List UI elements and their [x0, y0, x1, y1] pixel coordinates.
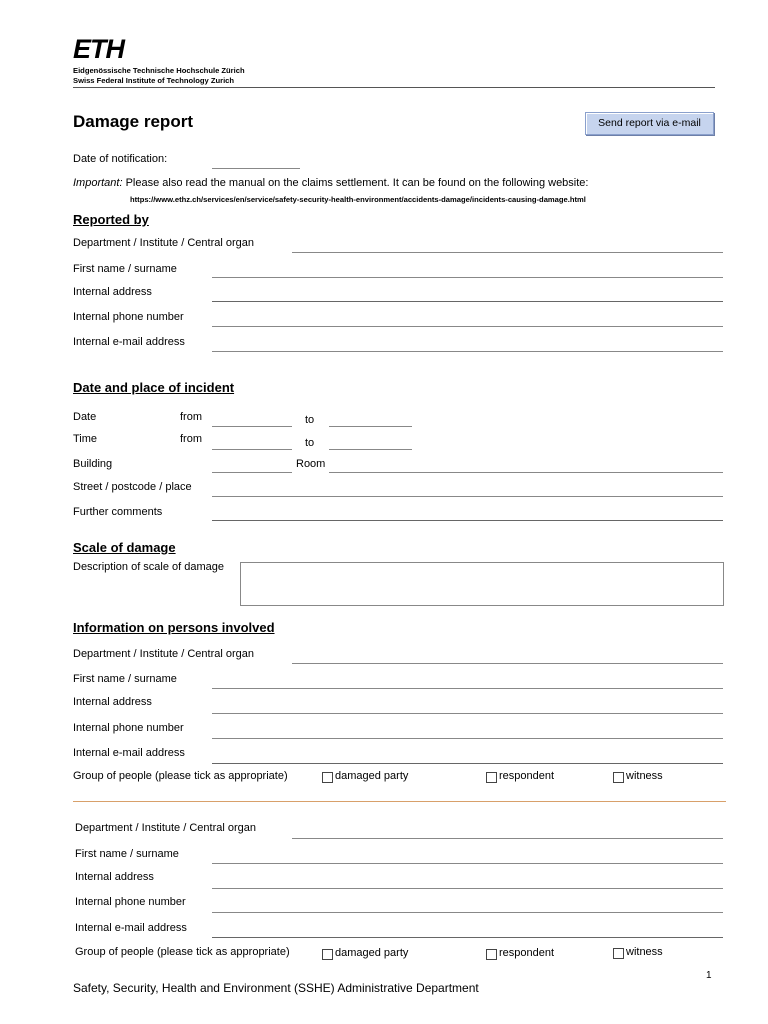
manual-url[interactable]: https://www.ethz.ch/services/en/service/safety-security-health-environment/accidents-damage/incidents-causing-damage.html: [130, 195, 586, 204]
reporter-name-label: First name / surname: [73, 263, 177, 275]
scale-description-textarea[interactable]: [240, 562, 724, 606]
eth-logo: ETH: [73, 34, 124, 64]
person1-damaged-checkbox[interactable]: [322, 772, 333, 783]
important-text: Please also read the manual on the claims settlement. It can be found on the following website:: [122, 177, 589, 189]
section-persons: Information on persons involved: [73, 620, 275, 635]
header-rule: [73, 87, 715, 88]
reporter-address-label: Internal address: [73, 286, 152, 298]
person2-email-label: Internal e-mail address: [75, 922, 187, 934]
incident-date-to-label: to: [305, 414, 315, 426]
reporter-department-field[interactable]: [292, 252, 723, 253]
street-field[interactable]: [212, 496, 723, 497]
comments-label: Further comments: [73, 506, 163, 518]
person2-witness-label: witness: [626, 946, 663, 958]
page-number: 1: [706, 970, 712, 981]
important-prefix: Important:: [73, 177, 123, 189]
institution-name-de: Eidgenössische Technische Hochschule Zürich: [73, 66, 245, 75]
incident-time-label: Time: [73, 433, 98, 445]
incident-date-from-field[interactable]: [212, 426, 292, 427]
person2-respondent-label: respondent: [499, 947, 555, 959]
incident-time-from-label: from: [180, 433, 202, 445]
section-incident: Date and place of incident: [73, 380, 235, 395]
incident-date-label: Date: [73, 411, 97, 423]
person1-phone-field[interactable]: [212, 738, 723, 739]
person2-email-field[interactable]: [212, 937, 723, 938]
person1-respondent-checkbox[interactable]: [486, 772, 497, 783]
person2-respondent-checkbox[interactable]: [486, 949, 497, 960]
incident-time-to-label: to: [305, 437, 315, 449]
reporter-email-field[interactable]: [212, 351, 723, 352]
person1-witness-checkbox[interactable]: [613, 772, 624, 783]
scale-description-label: Description of scale of damage: [73, 561, 225, 573]
person2-damaged-label: damaged party: [335, 947, 409, 959]
notification-label: Date of notification:: [73, 153, 168, 165]
person2-address-label: Internal address: [75, 871, 154, 883]
person1-department-label: Department / Institute / Central organ: [73, 648, 254, 660]
person1-phone-label: Internal phone number: [73, 722, 184, 734]
person2-phone-field[interactable]: [212, 912, 723, 913]
notification-date-field[interactable]: [212, 168, 300, 169]
reporter-email-label: Internal e-mail address: [73, 336, 185, 348]
institution-name-en: Swiss Federal Institute of Technology Zurich: [73, 76, 235, 85]
person2-damaged-checkbox[interactable]: [322, 949, 333, 960]
footer-department: Safety, Security, Health and Environment (SSHE) Administrative Department: [73, 981, 479, 995]
reporter-phone-label: Internal phone number: [73, 311, 184, 323]
reporter-address-field[interactable]: [212, 301, 723, 302]
person1-address-field[interactable]: [212, 713, 723, 714]
important-note: [73, 177, 588, 189]
person2-department-field[interactable]: [292, 838, 723, 839]
person1-witness-label: witness: [626, 770, 663, 782]
person1-respondent-label: respondent: [499, 770, 555, 782]
person-separator: [73, 801, 726, 802]
person1-name-field[interactable]: [212, 688, 723, 689]
room-label: Room: [296, 458, 326, 470]
incident-time-to-field[interactable]: [329, 449, 412, 450]
person1-damaged-label: damaged party: [335, 770, 409, 782]
building-field[interactable]: [212, 472, 292, 473]
person2-phone-label: Internal phone number: [75, 896, 186, 908]
send-report-button[interactable]: Send report via e-mail: [585, 112, 714, 135]
comments-field[interactable]: [212, 520, 723, 521]
person2-group-label: Group of people (please tick as appropriate): [75, 946, 290, 958]
person1-address-label: Internal address: [73, 696, 152, 708]
room-field[interactable]: [329, 472, 723, 473]
reporter-department-label: Department / Institute / Central organ: [73, 237, 254, 249]
person1-department-field[interactable]: [292, 663, 723, 664]
section-scale: Scale of damage: [73, 540, 176, 555]
person2-address-field[interactable]: [212, 888, 723, 889]
person1-name-label: First name / surname: [73, 673, 177, 685]
person2-name-label: First name / surname: [75, 848, 179, 860]
section-reported-by: Reported by: [73, 212, 149, 227]
person2-witness-checkbox[interactable]: [613, 948, 624, 959]
incident-time-from-field[interactable]: [212, 449, 292, 450]
incident-date-from-label: from: [180, 411, 202, 423]
person1-email-label: Internal e-mail address: [73, 747, 185, 759]
person1-email-field[interactable]: [212, 763, 723, 764]
street-label: Street / postcode / place: [73, 481, 192, 493]
reporter-name-field[interactable]: [212, 277, 723, 278]
page-title: Damage report: [73, 112, 193, 131]
building-label: Building: [73, 458, 113, 470]
person2-department-label: Department / Institute / Central organ: [75, 822, 256, 834]
incident-date-to-field[interactable]: [329, 426, 412, 427]
reporter-phone-field[interactable]: [212, 326, 723, 327]
person1-group-label: Group of people (please tick as appropriate): [73, 770, 288, 782]
person2-name-field[interactable]: [212, 863, 723, 864]
